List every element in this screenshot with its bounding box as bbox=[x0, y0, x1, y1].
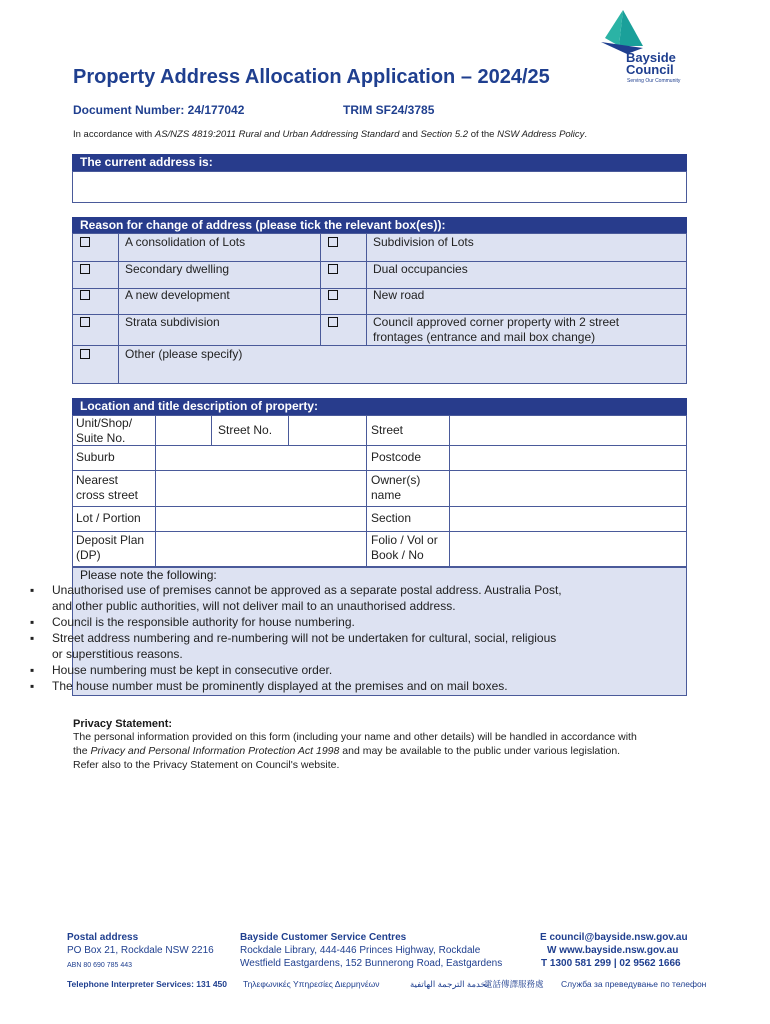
current-address-field[interactable] bbox=[72, 171, 687, 203]
label-street-no: Street No. bbox=[218, 423, 273, 437]
trim-number: TRIM SF24/3785 bbox=[343, 103, 435, 117]
option-new-development: A new development bbox=[125, 288, 230, 302]
label-suburb: Suburb bbox=[76, 450, 115, 464]
csc-heading: Bayside Customer Service Centres bbox=[240, 932, 407, 943]
label-nearest-cross-street: Nearest cross street bbox=[76, 473, 139, 502]
option-new-road: New road bbox=[373, 288, 425, 302]
label-folio: Folio / Vol or Book / No bbox=[371, 533, 438, 562]
page-title: Property Address Allocation Application – 2024/25 bbox=[73, 66, 550, 88]
checkbox-dual-occupancies[interactable] bbox=[328, 264, 338, 274]
suburb-input[interactable] bbox=[156, 446, 365, 469]
postal-heading: Postal address bbox=[67, 932, 139, 943]
privacy-line-2: the Privacy and Personal Information Protection Act 1998 and may be available to the public under various legislation. bbox=[73, 745, 621, 757]
interpreter-chinese: 電話傳譯服務處 bbox=[484, 979, 544, 989]
option-secondary-dwelling: Secondary dwelling bbox=[125, 262, 230, 276]
interpreter-greek: Τηλεφωνικές Υπηρεσίες Διερμηνέων bbox=[243, 979, 380, 989]
option-dual-occupancies: Dual occupancies bbox=[373, 262, 468, 276]
logo-tagline: Serving Our Community bbox=[627, 78, 681, 84]
intro-text: In accordance with AS/NZS 4819:2011 Rural and Urban Addressing Standard and Section 5.2 of the NSW Address Policy. bbox=[73, 129, 588, 140]
postal-address: PO Box 21, Rockdale NSW 2216 bbox=[67, 945, 214, 956]
interpreter-arabic: بخدمة الترجمة الهاتفية bbox=[410, 979, 489, 989]
street-no-input[interactable] bbox=[289, 416, 365, 444]
logo-name-2: Council bbox=[626, 62, 674, 77]
label-unit: Unit/Shop/ Suite No. bbox=[76, 416, 133, 445]
abn: ABN 80 690 785 443 bbox=[67, 962, 132, 969]
interpreter-macedonian: Служба за преведување по телефон bbox=[561, 979, 707, 989]
footer-phone: T 1300 581 299 | 02 9562 1666 bbox=[541, 958, 681, 969]
checkbox-other[interactable] bbox=[80, 349, 90, 359]
unit-input[interactable] bbox=[156, 416, 210, 444]
csc-eastgardens: Westfield Eastgardens, 152 Bunnerong Road, Eastgardens bbox=[240, 958, 503, 969]
option-consolidation: A consolidation of Lots bbox=[125, 235, 246, 249]
checkbox-new-road[interactable] bbox=[328, 290, 338, 300]
privacy-line-1: The personal information provided on this form (including your name and other details) will be handled in accordance with bbox=[73, 731, 637, 743]
privacy-heading: Privacy Statement: bbox=[73, 718, 173, 730]
option-subdivision: Subdivision of Lots bbox=[373, 235, 474, 249]
label-lot-portion: Lot / Portion bbox=[76, 511, 141, 525]
checkbox-secondary-dwelling[interactable] bbox=[80, 264, 90, 274]
checkbox-consolidation[interactable] bbox=[80, 237, 90, 247]
checkbox-new-development[interactable] bbox=[80, 290, 90, 300]
label-postcode: Postcode bbox=[371, 450, 422, 464]
interpreter-services: Telephone Interpreter Services: 131 450 bbox=[67, 979, 228, 989]
current-address-heading: The current address is: bbox=[72, 154, 687, 171]
option-other: Other (please specify) bbox=[125, 347, 243, 361]
footer-website[interactable]: W www.bayside.nsw.gov.au bbox=[547, 945, 679, 956]
checkbox-corner-property[interactable] bbox=[328, 317, 338, 327]
label-street: Street bbox=[371, 423, 404, 437]
option-corner-property: Council approved corner property with 2 street frontages (entrance and mail box change) bbox=[373, 315, 620, 344]
csc-rockdale: Rockdale Library, 444-446 Princes Highway, Rockdale bbox=[240, 945, 481, 956]
notes-heading: Please note the following: bbox=[80, 568, 217, 582]
checkbox-strata-subdivision[interactable] bbox=[80, 317, 90, 327]
option-strata-subdivision: Strata subdivision bbox=[125, 315, 220, 329]
reason-heading: Reason for change of address (please tick the relevant box(es)): bbox=[72, 217, 687, 233]
privacy-line-3: Refer also to the Privacy Statement on Council's website. bbox=[73, 759, 340, 771]
document-number: Document Number: 24/177042 bbox=[73, 103, 245, 117]
footer-email[interactable]: E council@bayside.nsw.gov.au bbox=[540, 932, 688, 943]
checkbox-subdivision[interactable] bbox=[328, 237, 338, 247]
label-owner-name: Owner(s) name bbox=[371, 473, 421, 502]
label-deposit-plan: Deposit Plan (DP) bbox=[76, 533, 145, 562]
logo-name: Bayside bbox=[626, 50, 676, 65]
label-section: Section bbox=[371, 511, 412, 525]
location-heading: Location and title description of property: bbox=[72, 398, 687, 415]
postcode-input[interactable] bbox=[450, 446, 686, 469]
street-input[interactable] bbox=[450, 416, 686, 444]
